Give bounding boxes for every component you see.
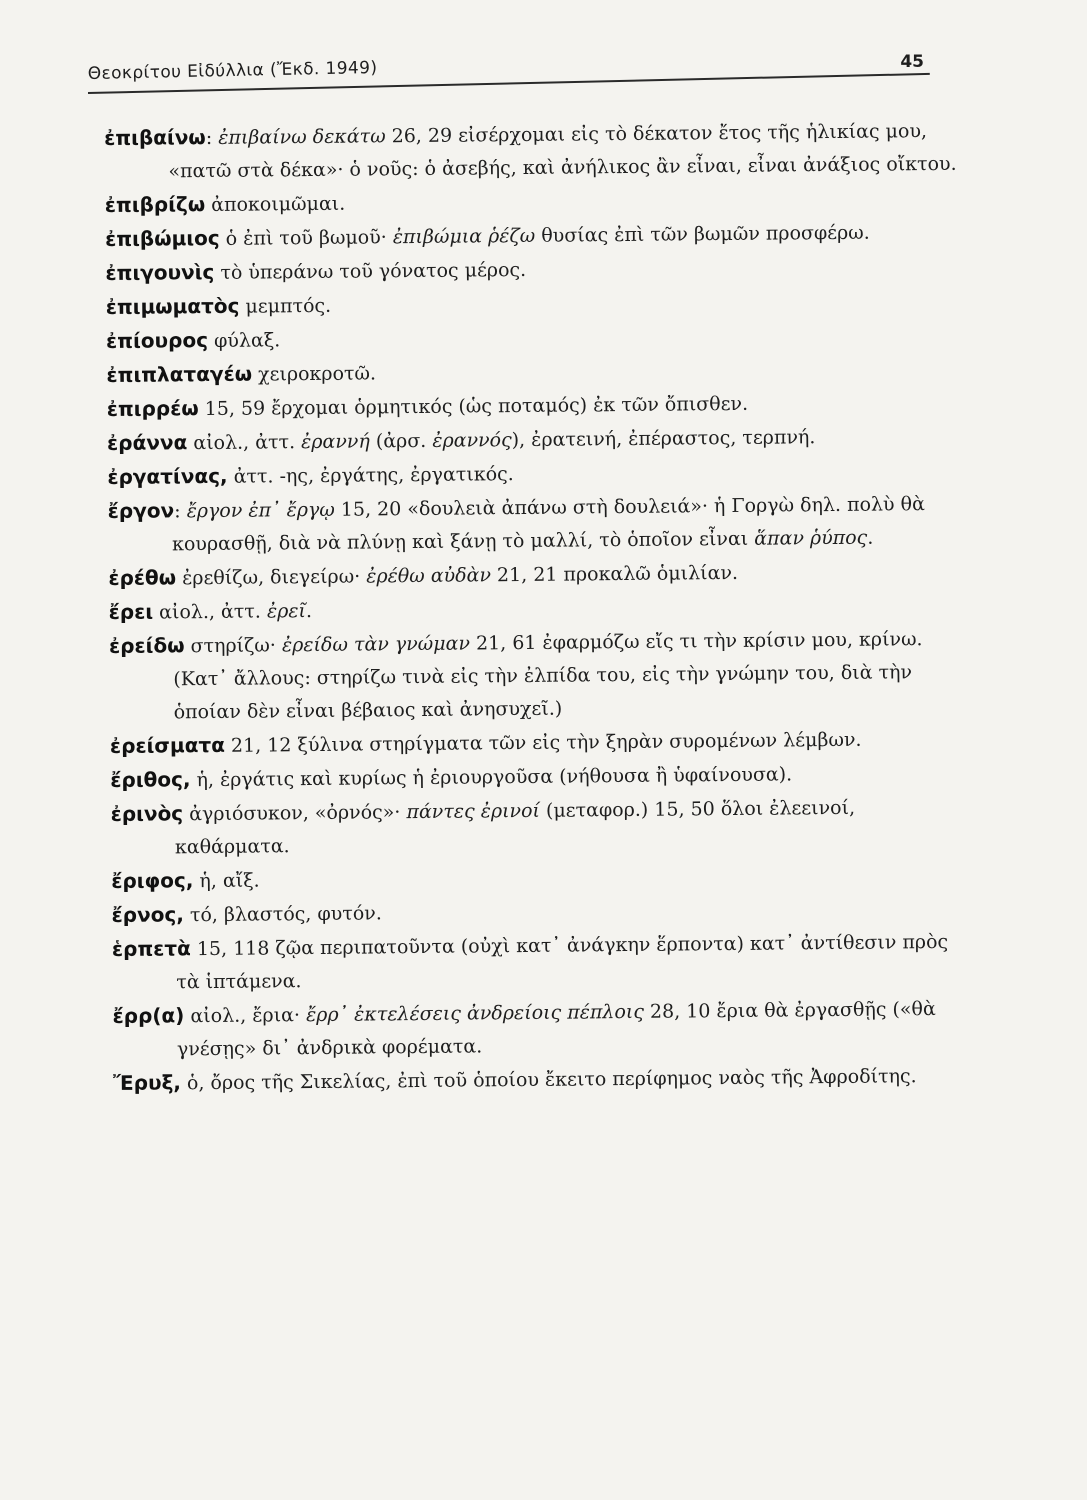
entry-headword: ἐρινὸς: [110, 801, 184, 826]
entry-definition: ), ἐρατεινή, ἐπέραστος, τερπνή.: [511, 426, 816, 452]
entry-definition: :: [174, 500, 187, 523]
entry-quotation: ἐρείδω τὰν γνώμαν: [281, 632, 471, 657]
entry-headword: ἐπιμωματὸς: [105, 293, 240, 319]
entry-headword: ἔργον: [107, 498, 175, 523]
entry-definition: αἰολ., ἔρια·: [184, 1004, 307, 1028]
running-title: Θεοκρίτου Εἰδύλλια (Ἔκδ. 1949): [87, 57, 378, 84]
entry-definition: μεμπτός.: [239, 294, 332, 318]
entry-definition: 15, 118 ζῷα περιπατοῦντα (οὐχὶ κατ᾽ ἀνάγκην ἕρποντα) κατ᾽ ἀντίθεσιν πρὸς τὰ ἱπτάμενα.: [176, 930, 949, 994]
entry-definition: (ἀρσ.: [369, 429, 433, 453]
entry-definition: τό, βλαστός, φυτόν.: [183, 902, 382, 927]
glossary-entry: [112, 992, 971, 1067]
entry-headword: ἐπιβαίνω: [104, 125, 206, 150]
entry-headword: ἐράννα: [106, 430, 188, 455]
entry-definition: 15, 20 «δουλειὰ ἀπάνω στὴ δουλειά»· ἡ Γοργὼ δηλ. πολὺ θὰ κουρασθῇ, διὰ νὰ πλύνῃ καὶ ξάνῃ τὸ μαλλί, τὸ ὁποῖον εἶναι: [171, 493, 925, 556]
entry-headword: ἐπίουρος: [105, 328, 209, 353]
glossary-entries: [104, 114, 971, 1101]
glossary-entry: [110, 790, 969, 865]
entry-headword: ἐπιπλαταγέω: [106, 361, 253, 387]
entry-definition: στηρίζω·: [184, 634, 283, 658]
entry-definition: φύλαξ.: [207, 329, 281, 353]
entry-definition: 21, 12 ξύλινα στηρίγματα τῶν εἰς τὴν ξηρὰν συρομένων λέμβων.: [224, 728, 862, 757]
entry-quotation: ἐραννός: [432, 429, 512, 452]
entry-headword: ἔρει: [108, 599, 154, 624]
entry-headword: ἑρπετὰ: [111, 936, 191, 961]
entry-definition: ἡ, αἴξ.: [193, 869, 260, 893]
entry-definition: τὸ ὑπεράνω τοῦ γόνατος μέρος.: [214, 258, 527, 284]
entry-quotation: ἐπιβαίνω δεκάτω: [218, 125, 386, 149]
entry-definition: ὁ ἐπὶ τοῦ βωμοῦ·: [219, 226, 393, 250]
entry-headword: ἔριφος,: [111, 868, 194, 893]
glossary-entry: [112, 925, 971, 1000]
entry-definition: .: [305, 600, 313, 623]
entry-quotation: ἐπιβώμια ῥέζω: [392, 224, 536, 249]
page-number: 45: [900, 52, 924, 72]
entry-quotation: ἐραννή: [301, 430, 370, 454]
entry-definition: 26, 29 εἰσέρχομαι εἰς τὸ δέκατον ἔτος τῆς ἡλικίας μου, «πατῶ στὰ δέκα»· ὁ νοῦς: ὁ ἀσεβής, καὶ ἀνήλικος ἂν εἶναι, εἶναι ἀνάξιος οἴκτου.: [168, 120, 957, 183]
entry-headword: ἔρρ(α): [112, 1003, 185, 1028]
entry-definition: ἐρεθίζω, διεγείρω·: [175, 565, 367, 590]
glossary-entry: [113, 1059, 971, 1101]
entry-definition: .: [867, 526, 874, 549]
entry-definition: αἰολ., ἀττ.: [187, 431, 302, 455]
entry-definition: αἰολ., ἀττ.: [152, 600, 268, 624]
entry-definition: ἀποκοιμῶμαι.: [205, 192, 346, 217]
entry-quotation: πάντες ἐρινοί: [406, 799, 541, 824]
entry-headword: ἔριθος,: [110, 767, 191, 792]
entry-quotation: ἔρρ᾽ ἐκτελέσεις ἀνδρείοις πέπλοις: [305, 1000, 645, 1027]
entry-headword: ἐρείσματα: [109, 732, 226, 758]
entry-headword: Ἔρυξ,: [113, 1070, 182, 1095]
entry-definition: (μεταφορ.) 15, 50 ὅλοι ἐλεεινοί, καθάρματα.: [174, 796, 856, 859]
entry-definition: 21, 61 ἐφαρμόζω εἴς τι τὴν κρίσιν μου, κρίνω. (Κατ᾽ ἄλλους: στηρίζω τινὰ εἰς τὴν ἐλπίδα του, εἰς τὴν γνώμην του, διὰ τὴν ὁποίαν δὲν εἶναι βέβαιος καὶ ἀνησυχεῖ.): [173, 628, 923, 724]
entry-headword: ἐργατίνας,: [107, 463, 228, 489]
entry-definition: ἀττ. -ης, ἐργάτης, ἐργατικός.: [227, 463, 514, 488]
entry-definition: θυσίας ἐπὶ τῶν βωμῶν προσφέρω.: [535, 221, 870, 247]
entry-headword: ἐπιβρίζω: [104, 192, 206, 217]
entry-definition: 21, 21 προκαλῶ ὁμιλίαν.: [490, 561, 739, 587]
page-header: [88, 52, 930, 96]
entry-definition: ὁ, ὄρος τῆς Σικελίας, ἐπὶ τοῦ ὁποίου ἔκειτο περίφημος ναὸς τῆς Ἀφροδίτης.: [180, 1065, 917, 1095]
entry-quotation: ἐρέθω αὐδὰν: [366, 564, 492, 588]
entry-quotation: ἅπαν ῥύπος: [754, 526, 868, 550]
entry-headword: ἐπιγουνὶς: [105, 259, 215, 285]
entry-headword: ἐπιρρέω: [106, 396, 199, 421]
entry-headword: ἐρείδω: [108, 633, 185, 658]
glossary-entry: [108, 487, 967, 562]
entry-quotation: ἔργον ἐπ᾽ ἔργῳ: [186, 498, 335, 523]
glossary-entry: [104, 114, 963, 189]
entry-headword: ἐπιβώμιος: [105, 225, 220, 251]
entry-definition: :: [205, 126, 219, 150]
entry-definition: 15, 59 ἔρχομαι ὁρμητικός (ὡς ποταμός) ἐκ τῶν ὄπισθεν.: [198, 392, 749, 421]
glossary-entry: [109, 622, 968, 730]
entry-definition: ἀγριόσυκον, «ὀρνός»·: [183, 801, 407, 826]
entry-definition: ἡ, ἐργάτις καὶ κυρίως ἡ ἐριουργοῦσα (νήθουσα ἢ ὑφαίνουσα).: [190, 763, 793, 792]
entry-headword: ἔρνος,: [111, 902, 184, 927]
entry-quotation: ἐρεῖ: [266, 600, 307, 623]
entry-headword: ἐρέθω: [108, 565, 177, 590]
entry-definition: χειροκροτῶ.: [251, 362, 377, 386]
entry-definition: 28, 10 ἔρια θὰ ἐργασθῇς («θὰ γνέσῃς» δι᾽ ἀνδρικὰ φορέματα.: [176, 998, 936, 1061]
